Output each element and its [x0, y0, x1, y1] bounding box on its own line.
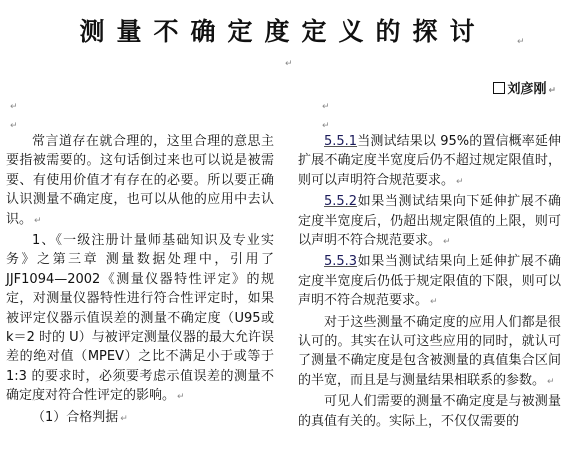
paragraph	[298, 132, 561, 192]
paragraph-text: 1、《一级注册计量师基础知识及专业实务》之第三章 测量数据处理中，引用了JJF1094—2002《测量仪器特性评定》的规定，对测量仪器特性进行符合性评定时，如果被评定仪器示值误差的测量不确定度（U95或 k＝2 时的 U）与被评定测量仪器的最大允许误差的绝对值（MPEV）之比不满足小于或等于 1:3 的要求时，必须要考虑示值误差的测量不确定度对符合性评定的影响。	[6, 233, 274, 404]
paragraph	[298, 313, 561, 393]
section-number: 5.5.2	[324, 194, 358, 210]
paragraph-mark: ↵	[322, 121, 330, 131]
paragraph-mark: ↵	[443, 237, 451, 248]
paragraph-mark: ↵	[10, 102, 18, 112]
paragraph	[298, 392, 561, 431]
section-number: 5.5.1	[324, 134, 358, 149]
author-line	[493, 78, 556, 97]
paragraph	[298, 192, 561, 252]
paragraph-text: 如果当测试结果向下延伸扩展不确定度半宽度后，仍超出规定限值的上限，则可以声明不符合规范要求。	[298, 194, 561, 249]
checkbox-icon	[493, 82, 505, 94]
paragraph-mark: ↵	[10, 121, 18, 131]
paragraph-mark: ↵	[120, 413, 128, 424]
paragraph-mark: ↵	[517, 37, 525, 47]
paragraph-mark: ↵	[177, 392, 185, 403]
paragraph-text: 当测试结果以 95%的置信概率延伸扩展不确定度半宽度后仍不超过规定限值时，则可以声明符合规范要求。	[298, 134, 561, 188]
paragraph-mark: ↵	[456, 176, 464, 187]
paragraph-text: 常言道存在就合理的，这里合理的意思主要指被需要的。这句话倒过来也可以说是被需要、有使用价值才有存在的必要。所以要正确认识测量不确定度，也可以从他的应用中去认识。	[6, 134, 274, 227]
paragraph-text: 可见人们需要的测量不确定度是与被测量的真值有关的。实际上，不仅仅需要的	[298, 394, 561, 429]
document-title: 测量不确定度定义的探讨	[79, 17, 487, 46]
paragraph	[6, 408, 274, 429]
paragraph	[6, 132, 274, 231]
author-name: 刘彦刚	[507, 82, 547, 97]
paragraph-text: 如果当测试结果向上延伸扩展不确定度半宽度后仍低于规定限值的下限，则可以声明不符合规范要求。	[298, 254, 561, 309]
paragraph-mark: ↵	[548, 86, 556, 96]
section-number: 5.5.3	[324, 254, 358, 270]
paragraph-mark: ↵	[34, 215, 42, 226]
paragraph	[6, 231, 274, 408]
right-column	[298, 132, 561, 431]
paragraph	[298, 252, 561, 312]
paragraph-mark: ↵	[322, 102, 330, 112]
paragraph-text: 对于这些测量不确定度的应用人们都是很认可的。其实在认可这些应用的同时，就认可了测量不确定度是包含被测量的真值集合区间的半宽，而且是与测量结果相联系的参数。	[298, 314, 561, 388]
left-column	[6, 132, 274, 429]
paragraph-mark: ↵	[285, 59, 293, 69]
paragraph-text: （1）合格判据	[32, 409, 119, 425]
paragraph-mark: ↵	[430, 297, 438, 308]
paragraph-mark: ↵	[547, 376, 555, 387]
